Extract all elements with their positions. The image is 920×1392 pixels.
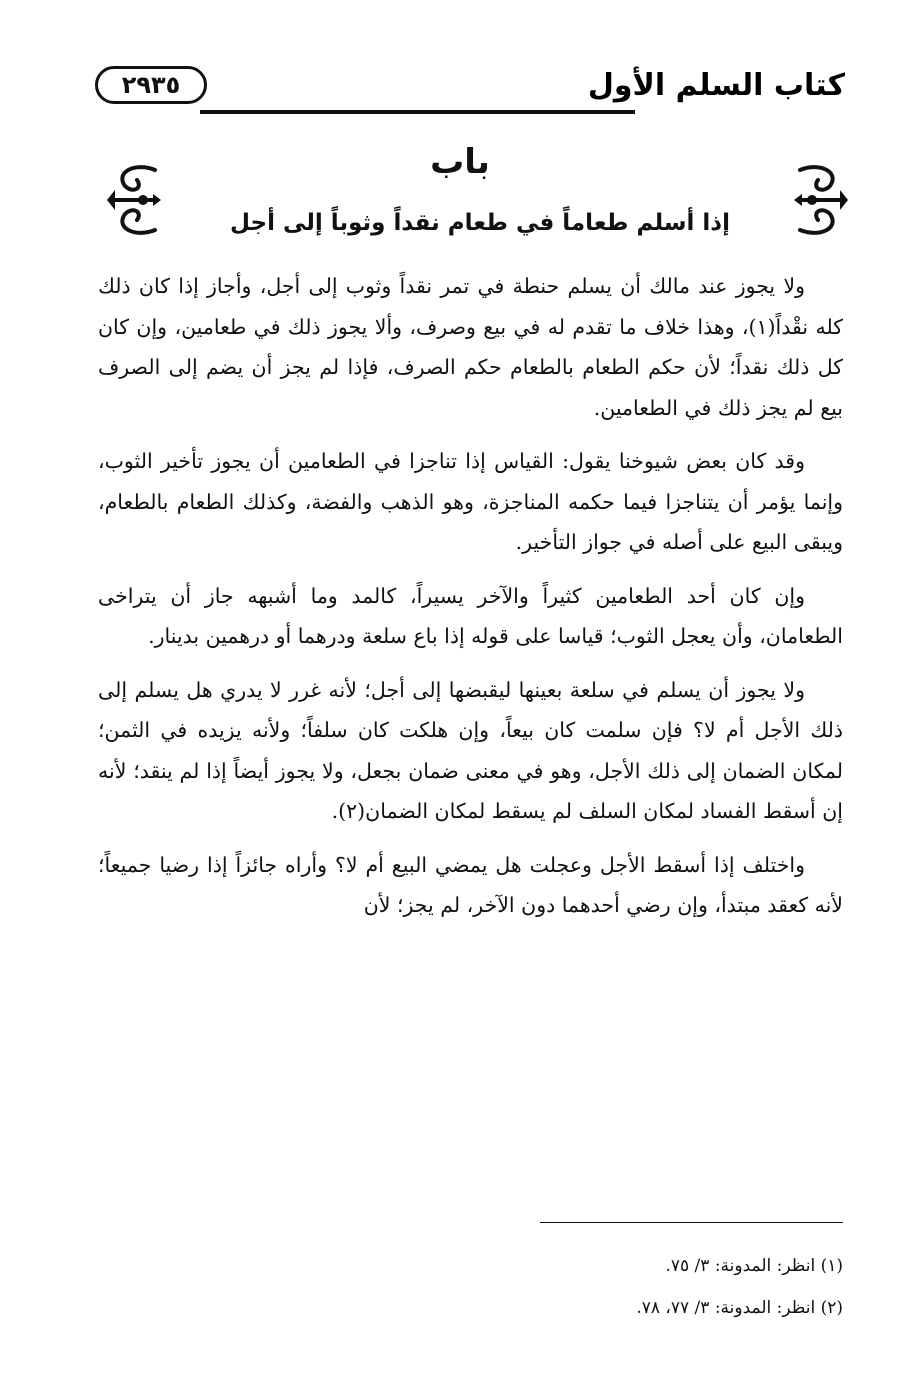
paragraph: ولا يجوز أن يسلم في سلعة بعينها ليقبضها إلى أجل؛ لأنه غرر لا يدري هل يسلم إلى ذلك الأجل أم لا؟ فإن سلمت كان بيعاً، وإن هلكت كان سلفاً؛ ولأنه يزيده في الثمن؛ لمكان الضمان إلى ذلك الأجل، وهو في معنى ضمان بجعل، ولا يجوز أيضاً إذا لم ينقد؛ لأنه إن أسقط الفساد لمكان السلف لم يسقط لمكان الضمان(٢). bbox=[98, 677, 843, 823]
book-title: كتاب السلم الأول bbox=[587, 68, 845, 103]
footnote: (١) انظر: المدونة: ٣/ ٧٥. bbox=[665, 1256, 843, 1276]
page-header bbox=[95, 62, 845, 122]
paragraph: واختلف إذا أسقط الأجل وعجلت هل يمضي البيع أم لا؟ وأراه جائزاً إذا رضيا جميعاً؛ لأنه كعقد مبتدأ، وإن رضي أحدهما دون الآخر، لم يجز؛ لأن bbox=[98, 852, 843, 917]
chapter-title: إذا أسلم طعاماً في طعام نقداً وثوباً إلى أجل bbox=[230, 210, 730, 236]
paragraph: وإن كان أحد الطعامين كثيراً والآخر يسيراً، كالمد وما أشبهه جاز أن يتراخى الطعامان، وأن يعجل الثوب؛ قياسا على قوله إذا باع سلعة ودرهما أو درهمين بدينار. bbox=[98, 583, 843, 648]
chapter-label: باب bbox=[430, 142, 490, 182]
main-text bbox=[98, 266, 843, 939]
floral-ornament-icon bbox=[790, 160, 850, 240]
footnotes bbox=[243, 1245, 843, 1329]
footnote-divider bbox=[540, 1222, 843, 1223]
footnote: (٢) انظر: المدونة: ٣/ ٧٧، ٧٨. bbox=[636, 1298, 843, 1318]
page-number: ٢٩٣٥ bbox=[95, 66, 207, 104]
floral-ornament-icon bbox=[105, 160, 165, 240]
paragraph: ولا يجوز عند مالك أن يسلم حنطة في تمر نقداً وثوب إلى أجل، وأجاز إذا كان ذلك كله نقْداً(١)، وهذا خلاف ما تقدم له في بيع وصرف، وألا يجوز ذلك في طعامين، وإن كان كل ذلك نقداً؛ لأن حكم الطعام بالطعام حكم الصرف، فإذا لم يجز أن يضم إلى الصرف بيع لم يجز ذلك في الطعامين. bbox=[98, 274, 843, 420]
header-rule bbox=[200, 110, 635, 114]
paragraph: وقد كان بعض شيوخنا يقول: القياس إذا تناجزا في الطعامين أن يجوز تأخير الثوب، وإنما يؤمر أن يتناجزا فيما حكمه المناجزة، وهو الذهب والفضة، وكذلك الطعام بالطعام، ويبقى البيع على أصله في جواز التأخير. bbox=[98, 449, 843, 554]
